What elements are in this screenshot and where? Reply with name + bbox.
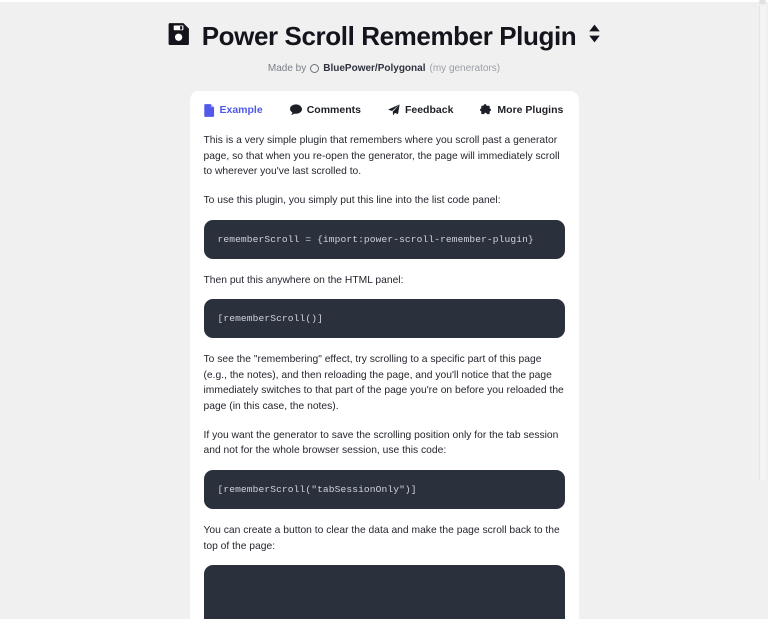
tab-comments-label: Comments [306, 104, 361, 116]
sort-up-down-icon[interactable] [587, 23, 602, 49]
example-content [204, 123, 565, 619]
byline [166, 63, 603, 74]
tab-more-plugins-label: More Plugins [497, 104, 564, 116]
tab-bar [204, 91, 565, 123]
paragraph-remembering-effect: To see the "remembering" effect, try scrolling to a specific part of this page (e.g., the notes), and then reloading the page, and you'll notice that the page immediately switches to that part of the page you're on before you reloaded the page (in this case, the notes). [203, 354, 564, 413]
puzzle-piece-icon [480, 104, 492, 116]
tab-example-label: Example [219, 104, 263, 116]
paper-plane-icon [388, 104, 400, 116]
tab-example[interactable] [204, 101, 263, 120]
avatar-circle-icon [310, 64, 319, 73]
tab-more-plugins[interactable] [480, 101, 563, 119]
save-icon [166, 21, 191, 51]
byline-generators-link[interactable]: (my generators) [429, 63, 501, 74]
page-header [166, 18, 603, 74]
tab-feedback[interactable] [388, 101, 453, 119]
byline-author-link[interactable]: BluePower/Polygonal [323, 63, 426, 74]
page-scrollbar[interactable] [759, 6, 766, 480]
content-card [190, 91, 579, 619]
title-row [166, 18, 603, 54]
paragraph-usage: To use this plugin, you simply put this line into the list code panel: [203, 194, 501, 206]
paragraph-html-panel: Then put this anywhere on the HTML panel: [203, 274, 404, 286]
code-block-clear-data[interactable] [204, 565, 565, 619]
paragraph-clear-button: You can create a button to clear the data and make the page scroll back to the top of the page: [203, 525, 560, 552]
file-document-icon [204, 104, 215, 117]
code-block-tab-session-only[interactable]: [rememberScroll("tabSessionOnly")] [204, 470, 565, 509]
code-block-remember-scroll[interactable]: [rememberScroll()] [204, 299, 565, 338]
page-title: Power Scroll Remember Plugin [201, 20, 577, 51]
page-scrollbar-thumb[interactable] [759, 0, 766, 4]
paragraph-tab-session: If you want the generator to save the scrolling position only for the tab session and not for the whole browser session, use this code: [203, 429, 559, 457]
paragraph-intro: This is a very simple plugin that remembers where you scroll past a generator page, so that when you re-open the generator, the page will immediately scroll to wherever you've last scrolled to. [203, 135, 560, 178]
top-divider [0, 0, 768, 2]
speech-bubble-icon [290, 104, 302, 116]
tab-comments[interactable] [290, 101, 361, 119]
byline-made-by: Made by [267, 63, 307, 74]
code-block-import[interactable]: rememberScroll = {import:power-scroll-remember-plugin} [204, 220, 565, 259]
tab-feedback-label: Feedback [404, 104, 454, 116]
